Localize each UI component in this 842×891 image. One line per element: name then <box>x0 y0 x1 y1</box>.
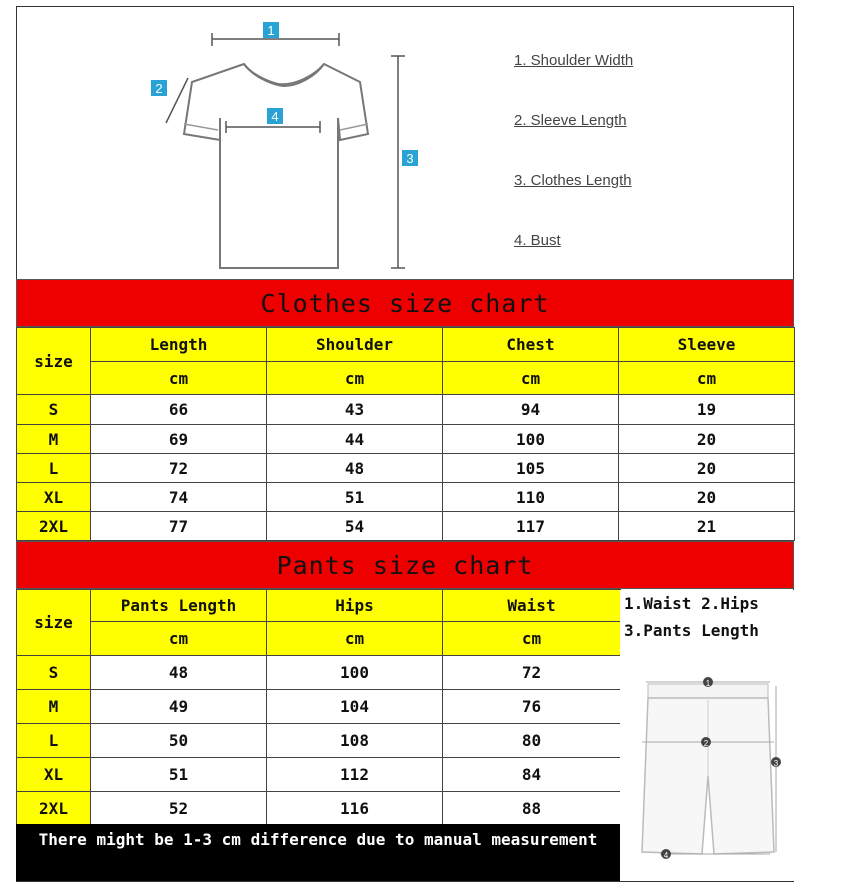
value-cell: 20 <box>619 454 795 483</box>
pants-marker-4: 4 <box>663 851 669 860</box>
size-cell: S <box>17 656 91 690</box>
pants-col-waist: Waist <box>443 590 621 622</box>
legend-bust: 4. Bust <box>514 232 561 249</box>
table-row <box>17 792 621 826</box>
pants-legend-line1: 1.Waist 2.Hips <box>624 594 759 613</box>
clothes-col-chest: Chest <box>443 328 619 362</box>
value-cell: 105 <box>443 454 619 483</box>
tshirt-diagram <box>16 6 794 278</box>
legend-clothes-length: 3. Clothes Length <box>514 172 632 189</box>
value-cell: 104 <box>267 690 443 724</box>
size-cell: XL <box>17 758 91 792</box>
value-cell: 108 <box>267 724 443 758</box>
shorts-illustration <box>620 656 794 881</box>
value-cell: 76 <box>443 690 621 724</box>
value-cell: 48 <box>91 656 267 690</box>
value-cell: 51 <box>267 483 443 512</box>
value-cell: 77 <box>91 512 267 541</box>
value-cell: 72 <box>91 454 267 483</box>
badge-2-label: 2 <box>155 81 163 96</box>
value-cell: 51 <box>91 758 267 792</box>
clothes-chart-title: Clothes size chart <box>16 279 794 327</box>
clothes-unit: cm <box>91 362 267 395</box>
clothes-col-sleeve: Sleeve <box>619 328 795 362</box>
value-cell: 117 <box>443 512 619 541</box>
legend-sleeve: 2. Sleeve Length <box>514 112 627 129</box>
pants-marker-1: 1 <box>705 679 711 688</box>
value-cell: 112 <box>267 758 443 792</box>
value-cell: 50 <box>91 724 267 758</box>
clothes-unit: cm <box>619 362 795 395</box>
shorts-icon <box>620 656 794 881</box>
value-cell: 110 <box>443 483 619 512</box>
pants-unit: cm <box>91 622 267 656</box>
size-cell: L <box>17 724 91 758</box>
tshirt-illustration-icon <box>16 6 794 278</box>
badge-4-label: 4 <box>271 109 279 124</box>
table-row <box>17 512 795 541</box>
value-cell: 84 <box>443 758 621 792</box>
value-cell: 74 <box>91 483 267 512</box>
clothes-col-length: Length <box>91 328 267 362</box>
value-cell: 19 <box>619 395 795 425</box>
value-cell: 48 <box>267 454 443 483</box>
clothes-col-shoulder: Shoulder <box>267 328 443 362</box>
size-cell: M <box>17 690 91 724</box>
value-cell: 49 <box>91 690 267 724</box>
table-row <box>17 483 795 512</box>
table-row <box>17 425 795 454</box>
value-cell: 21 <box>619 512 795 541</box>
pants-legend <box>620 590 794 656</box>
badge-1-label: 1 <box>267 23 275 38</box>
size-cell: S <box>17 395 91 425</box>
table-row <box>17 395 795 425</box>
value-cell: 100 <box>267 656 443 690</box>
value-cell: 66 <box>91 395 267 425</box>
value-cell: 43 <box>267 395 443 425</box>
pants-chart-title: Pants size chart <box>16 541 794 589</box>
value-cell: 94 <box>443 395 619 425</box>
table-row <box>17 454 795 483</box>
value-cell: 44 <box>267 425 443 454</box>
size-cell: M <box>17 425 91 454</box>
size-cell: 2XL <box>17 792 91 826</box>
pants-marker-2: 2 <box>703 739 709 748</box>
value-cell: 52 <box>91 792 267 826</box>
value-cell: 20 <box>619 425 795 454</box>
clothes-size-header: size <box>17 328 91 395</box>
table-row <box>17 690 621 724</box>
value-cell: 69 <box>91 425 267 454</box>
measurement-note: There might be 1-3 cm difference due to manual measurement <box>16 824 620 881</box>
value-cell: 116 <box>267 792 443 826</box>
clothes-unit: cm <box>267 362 443 395</box>
pants-col-hips: Hips <box>267 590 443 622</box>
value-cell: 20 <box>619 483 795 512</box>
size-cell: XL <box>17 483 91 512</box>
pants-col-length: Pants Length <box>91 590 267 622</box>
value-cell: 80 <box>443 724 621 758</box>
value-cell: 88 <box>443 792 621 826</box>
value-cell: 54 <box>267 512 443 541</box>
size-cell: L <box>17 454 91 483</box>
size-cell: 2XL <box>17 512 91 541</box>
badge-3-label: 3 <box>406 151 414 166</box>
table-row <box>17 758 621 792</box>
legend-shoulder: 1. Shoulder Width <box>514 52 634 69</box>
clothes-size-table <box>16 327 795 541</box>
value-cell: 72 <box>443 656 621 690</box>
pants-unit: cm <box>267 622 443 656</box>
pants-marker-3: 3 <box>773 759 779 768</box>
clothes-unit: cm <box>443 362 619 395</box>
pants-size-header: size <box>17 590 91 656</box>
value-cell: 100 <box>443 425 619 454</box>
pants-legend-line2: 3.Pants Length <box>624 621 759 640</box>
pants-size-table <box>16 589 621 826</box>
pants-unit: cm <box>443 622 621 656</box>
table-row <box>17 656 621 690</box>
table-row <box>17 724 621 758</box>
